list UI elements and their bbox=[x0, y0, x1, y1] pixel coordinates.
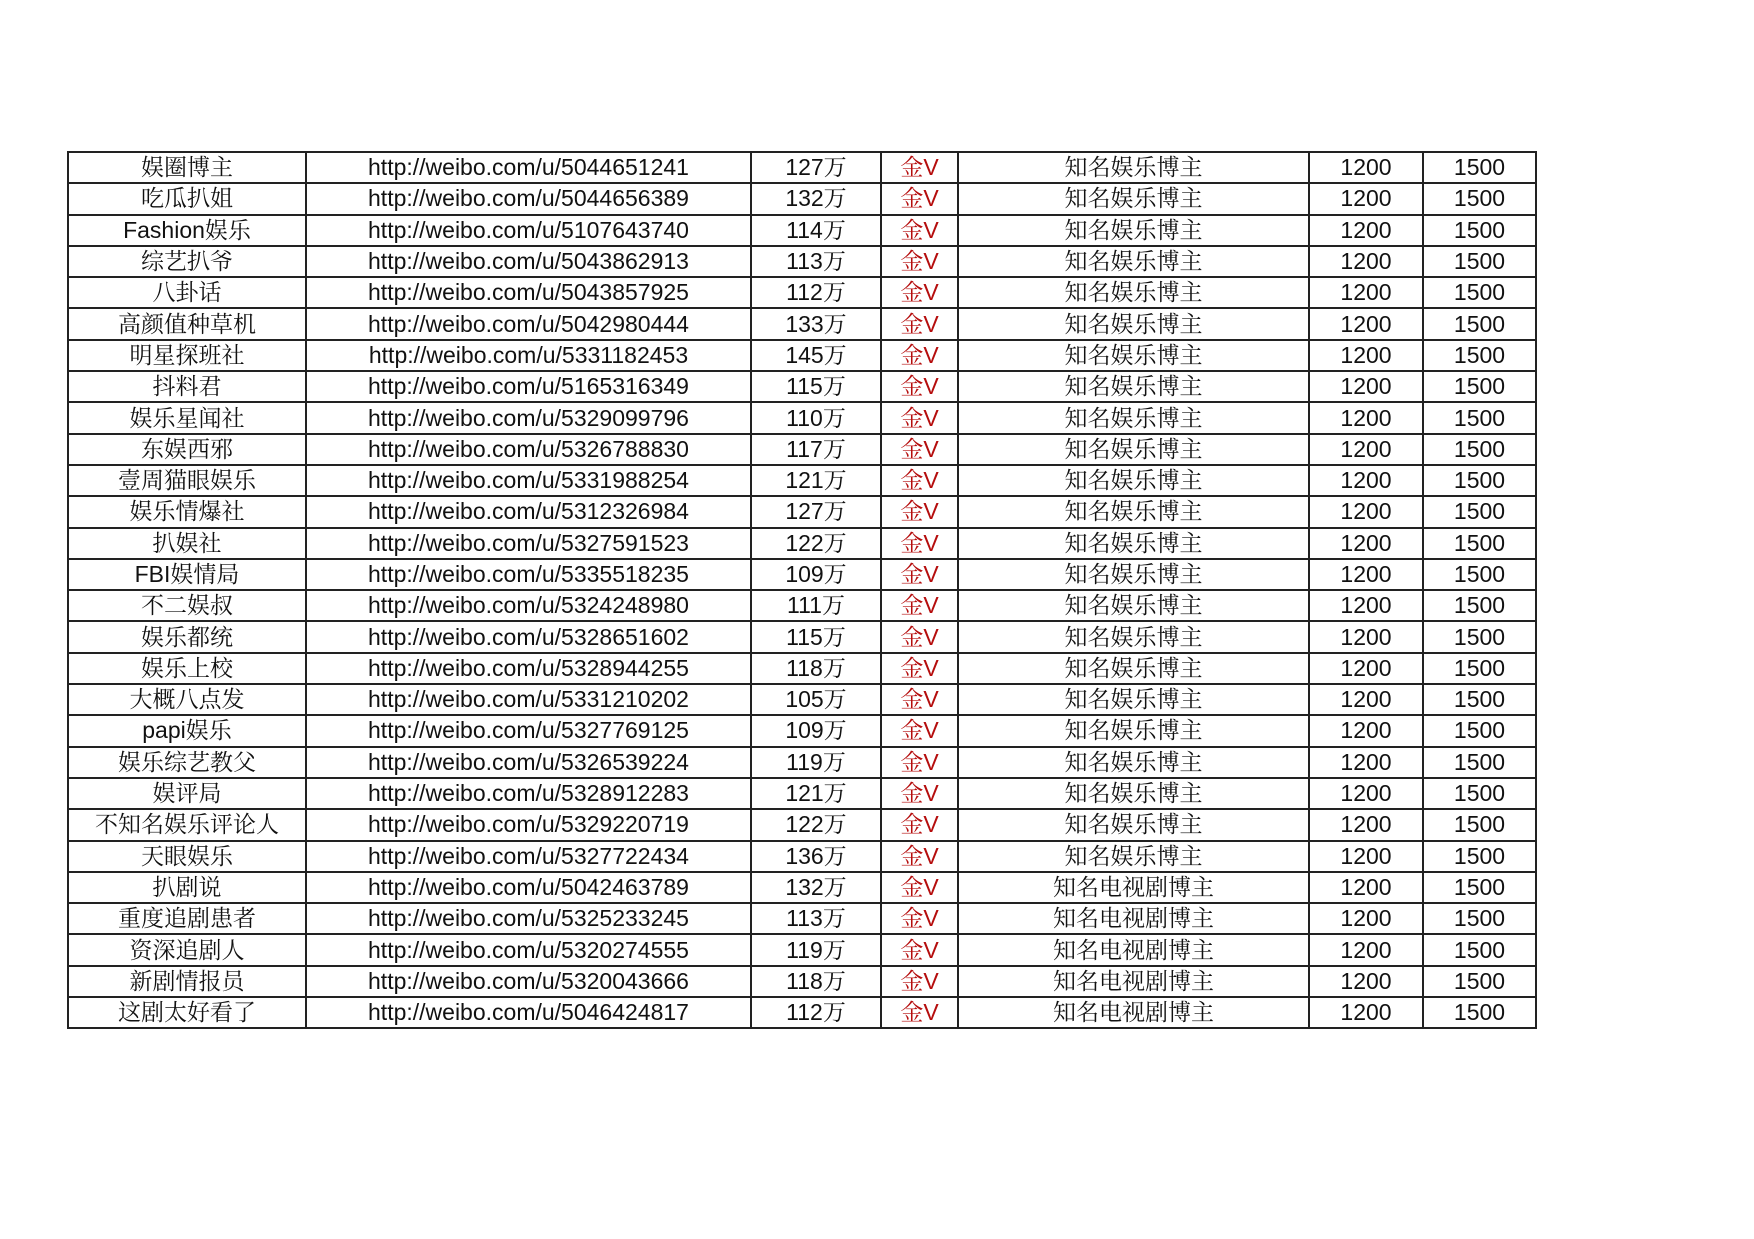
price-b-cell: 1500 bbox=[1423, 715, 1536, 746]
verification-level-cell: 金V bbox=[881, 809, 958, 840]
price-b-cell: 1500 bbox=[1423, 653, 1536, 684]
price-a-cell: 1200 bbox=[1309, 778, 1423, 809]
price-a-cell: 1200 bbox=[1309, 872, 1423, 903]
category-cell: 知名娱乐博主 bbox=[958, 308, 1309, 339]
verification-level-cell: 金V bbox=[881, 152, 958, 183]
category-cell: 知名娱乐博主 bbox=[958, 277, 1309, 308]
verification-level-cell: 金V bbox=[881, 684, 958, 715]
account-name-cell: 扒娱社 bbox=[68, 528, 306, 559]
table-row bbox=[68, 621, 1536, 652]
price-b-cell: 1500 bbox=[1423, 872, 1536, 903]
profile-url-cell: http://weibo.com/u/5327591523 bbox=[306, 528, 751, 559]
profile-url-cell: http://weibo.com/u/5327769125 bbox=[306, 715, 751, 746]
table-row bbox=[68, 934, 1536, 965]
profile-url-cell: http://weibo.com/u/5329099796 bbox=[306, 402, 751, 433]
profile-url-cell: http://weibo.com/u/5312326984 bbox=[306, 496, 751, 527]
followers-cell: 119万 bbox=[751, 747, 881, 778]
price-b-cell: 1500 bbox=[1423, 621, 1536, 652]
verification-level-cell: 金V bbox=[881, 715, 958, 746]
account-name-cell: 大概八点发 bbox=[68, 684, 306, 715]
price-a-cell: 1200 bbox=[1309, 402, 1423, 433]
followers-cell: 127万 bbox=[751, 496, 881, 527]
followers-cell: 118万 bbox=[751, 966, 881, 997]
followers-cell: 109万 bbox=[751, 715, 881, 746]
table-row bbox=[68, 903, 1536, 934]
verification-level-cell: 金V bbox=[881, 559, 958, 590]
account-name-cell: 新剧情报员 bbox=[68, 966, 306, 997]
price-a-cell: 1200 bbox=[1309, 496, 1423, 527]
category-cell: 知名娱乐博主 bbox=[958, 809, 1309, 840]
table-row bbox=[68, 747, 1536, 778]
price-b-cell: 1500 bbox=[1423, 465, 1536, 496]
followers-cell: 121万 bbox=[751, 778, 881, 809]
table-row bbox=[68, 997, 1536, 1028]
profile-url-cell: http://weibo.com/u/5335518235 bbox=[306, 559, 751, 590]
price-a-cell: 1200 bbox=[1309, 841, 1423, 872]
table-row bbox=[68, 715, 1536, 746]
account-name-cell: 娱乐上校 bbox=[68, 653, 306, 684]
profile-url-cell: http://weibo.com/u/5331182453 bbox=[306, 340, 751, 371]
category-cell: 知名娱乐博主 bbox=[958, 621, 1309, 652]
table-row bbox=[68, 590, 1536, 621]
price-b-cell: 1500 bbox=[1423, 590, 1536, 621]
account-name-cell: 东娱西邪 bbox=[68, 434, 306, 465]
account-name-cell: FBI娱情局 bbox=[68, 559, 306, 590]
verification-level-cell: 金V bbox=[881, 308, 958, 339]
verification-level-cell: 金V bbox=[881, 997, 958, 1028]
table-row bbox=[68, 872, 1536, 903]
followers-cell: 122万 bbox=[751, 809, 881, 840]
price-b-cell: 1500 bbox=[1423, 277, 1536, 308]
category-cell: 知名娱乐博主 bbox=[958, 496, 1309, 527]
price-a-cell: 1200 bbox=[1309, 747, 1423, 778]
account-name-cell: 抖料君 bbox=[68, 371, 306, 402]
account-name-cell: 明星探班社 bbox=[68, 340, 306, 371]
verification-level-cell: 金V bbox=[881, 653, 958, 684]
table-row bbox=[68, 371, 1536, 402]
price-a-cell: 1200 bbox=[1309, 308, 1423, 339]
table-row bbox=[68, 496, 1536, 527]
followers-cell: 133万 bbox=[751, 308, 881, 339]
followers-cell: 109万 bbox=[751, 559, 881, 590]
price-b-cell: 1500 bbox=[1423, 997, 1536, 1028]
profile-url-cell: http://weibo.com/u/5327722434 bbox=[306, 841, 751, 872]
followers-cell: 112万 bbox=[751, 997, 881, 1028]
profile-url-cell: http://weibo.com/u/5320043666 bbox=[306, 966, 751, 997]
profile-url-cell: http://weibo.com/u/5324248980 bbox=[306, 590, 751, 621]
price-a-cell: 1200 bbox=[1309, 340, 1423, 371]
followers-cell: 113万 bbox=[751, 903, 881, 934]
profile-url-cell: http://weibo.com/u/5165316349 bbox=[306, 371, 751, 402]
profile-url-cell: http://weibo.com/u/5042980444 bbox=[306, 308, 751, 339]
account-name-cell: 娱圈博主 bbox=[68, 152, 306, 183]
price-a-cell: 1200 bbox=[1309, 215, 1423, 246]
price-b-cell: 1500 bbox=[1423, 152, 1536, 183]
price-b-cell: 1500 bbox=[1423, 183, 1536, 214]
price-b-cell: 1500 bbox=[1423, 966, 1536, 997]
followers-cell: 115万 bbox=[751, 371, 881, 402]
profile-url-cell: http://weibo.com/u/5043857925 bbox=[306, 277, 751, 308]
category-cell: 知名娱乐博主 bbox=[958, 371, 1309, 402]
profile-url-cell: http://weibo.com/u/5331988254 bbox=[306, 465, 751, 496]
account-name-cell: 娱乐星闻社 bbox=[68, 402, 306, 433]
verification-level-cell: 金V bbox=[881, 371, 958, 402]
category-cell: 知名娱乐博主 bbox=[958, 246, 1309, 277]
category-cell: 知名娱乐博主 bbox=[958, 559, 1309, 590]
price-a-cell: 1200 bbox=[1309, 465, 1423, 496]
table-row bbox=[68, 528, 1536, 559]
account-name-cell: 不二娱叔 bbox=[68, 590, 306, 621]
category-cell: 知名娱乐博主 bbox=[958, 215, 1309, 246]
price-b-cell: 1500 bbox=[1423, 371, 1536, 402]
account-name-cell: 八卦话 bbox=[68, 277, 306, 308]
verification-level-cell: 金V bbox=[881, 246, 958, 277]
profile-url-cell: http://weibo.com/u/5328912283 bbox=[306, 778, 751, 809]
verification-level-cell: 金V bbox=[881, 183, 958, 214]
verification-level-cell: 金V bbox=[881, 277, 958, 308]
category-cell: 知名娱乐博主 bbox=[958, 684, 1309, 715]
category-cell: 知名娱乐博主 bbox=[958, 434, 1309, 465]
profile-url-cell: http://weibo.com/u/5328944255 bbox=[306, 653, 751, 684]
price-b-cell: 1500 bbox=[1423, 684, 1536, 715]
price-b-cell: 1500 bbox=[1423, 340, 1536, 371]
table-row bbox=[68, 402, 1536, 433]
followers-cell: 122万 bbox=[751, 528, 881, 559]
category-cell: 知名电视剧博主 bbox=[958, 966, 1309, 997]
account-name-cell: 资深追剧人 bbox=[68, 934, 306, 965]
price-a-cell: 1200 bbox=[1309, 434, 1423, 465]
price-a-cell: 1200 bbox=[1309, 371, 1423, 402]
account-name-cell: 综艺扒爷 bbox=[68, 246, 306, 277]
category-cell: 知名电视剧博主 bbox=[958, 903, 1309, 934]
followers-cell: 132万 bbox=[751, 183, 881, 214]
price-a-cell: 1200 bbox=[1309, 715, 1423, 746]
followers-cell: 119万 bbox=[751, 934, 881, 965]
followers-cell: 121万 bbox=[751, 465, 881, 496]
price-b-cell: 1500 bbox=[1423, 402, 1536, 433]
table-row bbox=[68, 340, 1536, 371]
verification-level-cell: 金V bbox=[881, 747, 958, 778]
followers-cell: 127万 bbox=[751, 152, 881, 183]
price-a-cell: 1200 bbox=[1309, 966, 1423, 997]
verification-level-cell: 金V bbox=[881, 465, 958, 496]
profile-url-cell: http://weibo.com/u/5326539224 bbox=[306, 747, 751, 778]
followers-cell: 111万 bbox=[751, 590, 881, 621]
profile-url-cell: http://weibo.com/u/5329220719 bbox=[306, 809, 751, 840]
category-cell: 知名娱乐博主 bbox=[958, 841, 1309, 872]
price-a-cell: 1200 bbox=[1309, 559, 1423, 590]
profile-url-cell: http://weibo.com/u/5044656389 bbox=[306, 183, 751, 214]
price-b-cell: 1500 bbox=[1423, 308, 1536, 339]
price-a-cell: 1200 bbox=[1309, 183, 1423, 214]
price-b-cell: 1500 bbox=[1423, 903, 1536, 934]
price-a-cell: 1200 bbox=[1309, 152, 1423, 183]
followers-cell: 105万 bbox=[751, 684, 881, 715]
account-name-cell: 吃瓜扒姐 bbox=[68, 183, 306, 214]
account-name-cell: 不知名娱乐评论人 bbox=[68, 809, 306, 840]
account-name-cell: 娱评局 bbox=[68, 778, 306, 809]
category-cell: 知名娱乐博主 bbox=[958, 653, 1309, 684]
category-cell: 知名娱乐博主 bbox=[958, 465, 1309, 496]
followers-cell: 132万 bbox=[751, 872, 881, 903]
price-b-cell: 1500 bbox=[1423, 215, 1536, 246]
verification-level-cell: 金V bbox=[881, 872, 958, 903]
price-a-cell: 1200 bbox=[1309, 246, 1423, 277]
account-name-cell: Fashion娱乐 bbox=[68, 215, 306, 246]
category-cell: 知名娱乐博主 bbox=[958, 747, 1309, 778]
price-b-cell: 1500 bbox=[1423, 747, 1536, 778]
profile-url-cell: http://weibo.com/u/5042463789 bbox=[306, 872, 751, 903]
price-a-cell: 1200 bbox=[1309, 684, 1423, 715]
table-row bbox=[68, 684, 1536, 715]
price-b-cell: 1500 bbox=[1423, 559, 1536, 590]
table-row bbox=[68, 966, 1536, 997]
table-row bbox=[68, 308, 1536, 339]
table-row bbox=[68, 653, 1536, 684]
price-a-cell: 1200 bbox=[1309, 934, 1423, 965]
category-cell: 知名娱乐博主 bbox=[958, 152, 1309, 183]
verification-level-cell: 金V bbox=[881, 841, 958, 872]
price-b-cell: 1500 bbox=[1423, 934, 1536, 965]
verification-level-cell: 金V bbox=[881, 434, 958, 465]
account-name-cell: 娱乐都统 bbox=[68, 621, 306, 652]
table-body bbox=[68, 152, 1536, 1028]
followers-cell: 117万 bbox=[751, 434, 881, 465]
verification-level-cell: 金V bbox=[881, 621, 958, 652]
table-row bbox=[68, 183, 1536, 214]
price-a-cell: 1200 bbox=[1309, 621, 1423, 652]
account-name-cell: 娱乐情爆社 bbox=[68, 496, 306, 527]
profile-url-cell: http://weibo.com/u/5326788830 bbox=[306, 434, 751, 465]
followers-cell: 110万 bbox=[751, 402, 881, 433]
price-b-cell: 1500 bbox=[1423, 841, 1536, 872]
verification-level-cell: 金V bbox=[881, 934, 958, 965]
table-row bbox=[68, 465, 1536, 496]
profile-url-cell: http://weibo.com/u/5107643740 bbox=[306, 215, 751, 246]
profile-url-cell: http://weibo.com/u/5044651241 bbox=[306, 152, 751, 183]
price-a-cell: 1200 bbox=[1309, 653, 1423, 684]
followers-cell: 136万 bbox=[751, 841, 881, 872]
table-row bbox=[68, 246, 1536, 277]
table-row bbox=[68, 841, 1536, 872]
category-cell: 知名娱乐博主 bbox=[958, 715, 1309, 746]
category-cell: 知名娱乐博主 bbox=[958, 590, 1309, 621]
price-b-cell: 1500 bbox=[1423, 778, 1536, 809]
category-cell: 知名娱乐博主 bbox=[958, 402, 1309, 433]
account-name-cell: 壹周猫眼娱乐 bbox=[68, 465, 306, 496]
price-a-cell: 1200 bbox=[1309, 590, 1423, 621]
price-b-cell: 1500 bbox=[1423, 528, 1536, 559]
price-b-cell: 1500 bbox=[1423, 246, 1536, 277]
verification-level-cell: 金V bbox=[881, 966, 958, 997]
category-cell: 知名娱乐博主 bbox=[958, 183, 1309, 214]
price-a-cell: 1200 bbox=[1309, 809, 1423, 840]
verification-level-cell: 金V bbox=[881, 778, 958, 809]
verification-level-cell: 金V bbox=[881, 215, 958, 246]
category-cell: 知名电视剧博主 bbox=[958, 872, 1309, 903]
price-a-cell: 1200 bbox=[1309, 997, 1423, 1028]
verification-level-cell: 金V bbox=[881, 496, 958, 527]
verification-level-cell: 金V bbox=[881, 590, 958, 621]
price-b-cell: 1500 bbox=[1423, 434, 1536, 465]
table-row bbox=[68, 809, 1536, 840]
table-row bbox=[68, 215, 1536, 246]
price-a-cell: 1200 bbox=[1309, 277, 1423, 308]
followers-cell: 113万 bbox=[751, 246, 881, 277]
followers-cell: 115万 bbox=[751, 621, 881, 652]
followers-cell: 145万 bbox=[751, 340, 881, 371]
profile-url-cell: http://weibo.com/u/5043862913 bbox=[306, 246, 751, 277]
category-cell: 知名电视剧博主 bbox=[958, 934, 1309, 965]
category-cell: 知名娱乐博主 bbox=[958, 778, 1309, 809]
profile-url-cell: http://weibo.com/u/5325233245 bbox=[306, 903, 751, 934]
profile-url-cell: http://weibo.com/u/5331210202 bbox=[306, 684, 751, 715]
table-row bbox=[68, 778, 1536, 809]
profile-url-cell: http://weibo.com/u/5046424817 bbox=[306, 997, 751, 1028]
verification-level-cell: 金V bbox=[881, 340, 958, 371]
account-name-cell: 这剧太好看了 bbox=[68, 997, 306, 1028]
account-name-cell: 天眼娱乐 bbox=[68, 841, 306, 872]
blogger-price-table bbox=[67, 151, 1537, 1029]
account-name-cell: papi娱乐 bbox=[68, 715, 306, 746]
followers-cell: 114万 bbox=[751, 215, 881, 246]
price-b-cell: 1500 bbox=[1423, 809, 1536, 840]
account-name-cell: 高颜值种草机 bbox=[68, 308, 306, 339]
profile-url-cell: http://weibo.com/u/5328651602 bbox=[306, 621, 751, 652]
account-name-cell: 扒剧说 bbox=[68, 872, 306, 903]
account-name-cell: 重度追剧患者 bbox=[68, 903, 306, 934]
verification-level-cell: 金V bbox=[881, 903, 958, 934]
category-cell: 知名电视剧博主 bbox=[958, 997, 1309, 1028]
category-cell: 知名娱乐博主 bbox=[958, 340, 1309, 371]
price-b-cell: 1500 bbox=[1423, 496, 1536, 527]
verification-level-cell: 金V bbox=[881, 402, 958, 433]
followers-cell: 112万 bbox=[751, 277, 881, 308]
table-row bbox=[68, 152, 1536, 183]
account-name-cell: 娱乐综艺教父 bbox=[68, 747, 306, 778]
verification-level-cell: 金V bbox=[881, 528, 958, 559]
profile-url-cell: http://weibo.com/u/5320274555 bbox=[306, 934, 751, 965]
table-row bbox=[68, 434, 1536, 465]
table-row bbox=[68, 277, 1536, 308]
table-row bbox=[68, 559, 1536, 590]
price-a-cell: 1200 bbox=[1309, 903, 1423, 934]
category-cell: 知名娱乐博主 bbox=[958, 528, 1309, 559]
followers-cell: 118万 bbox=[751, 653, 881, 684]
price-a-cell: 1200 bbox=[1309, 528, 1423, 559]
